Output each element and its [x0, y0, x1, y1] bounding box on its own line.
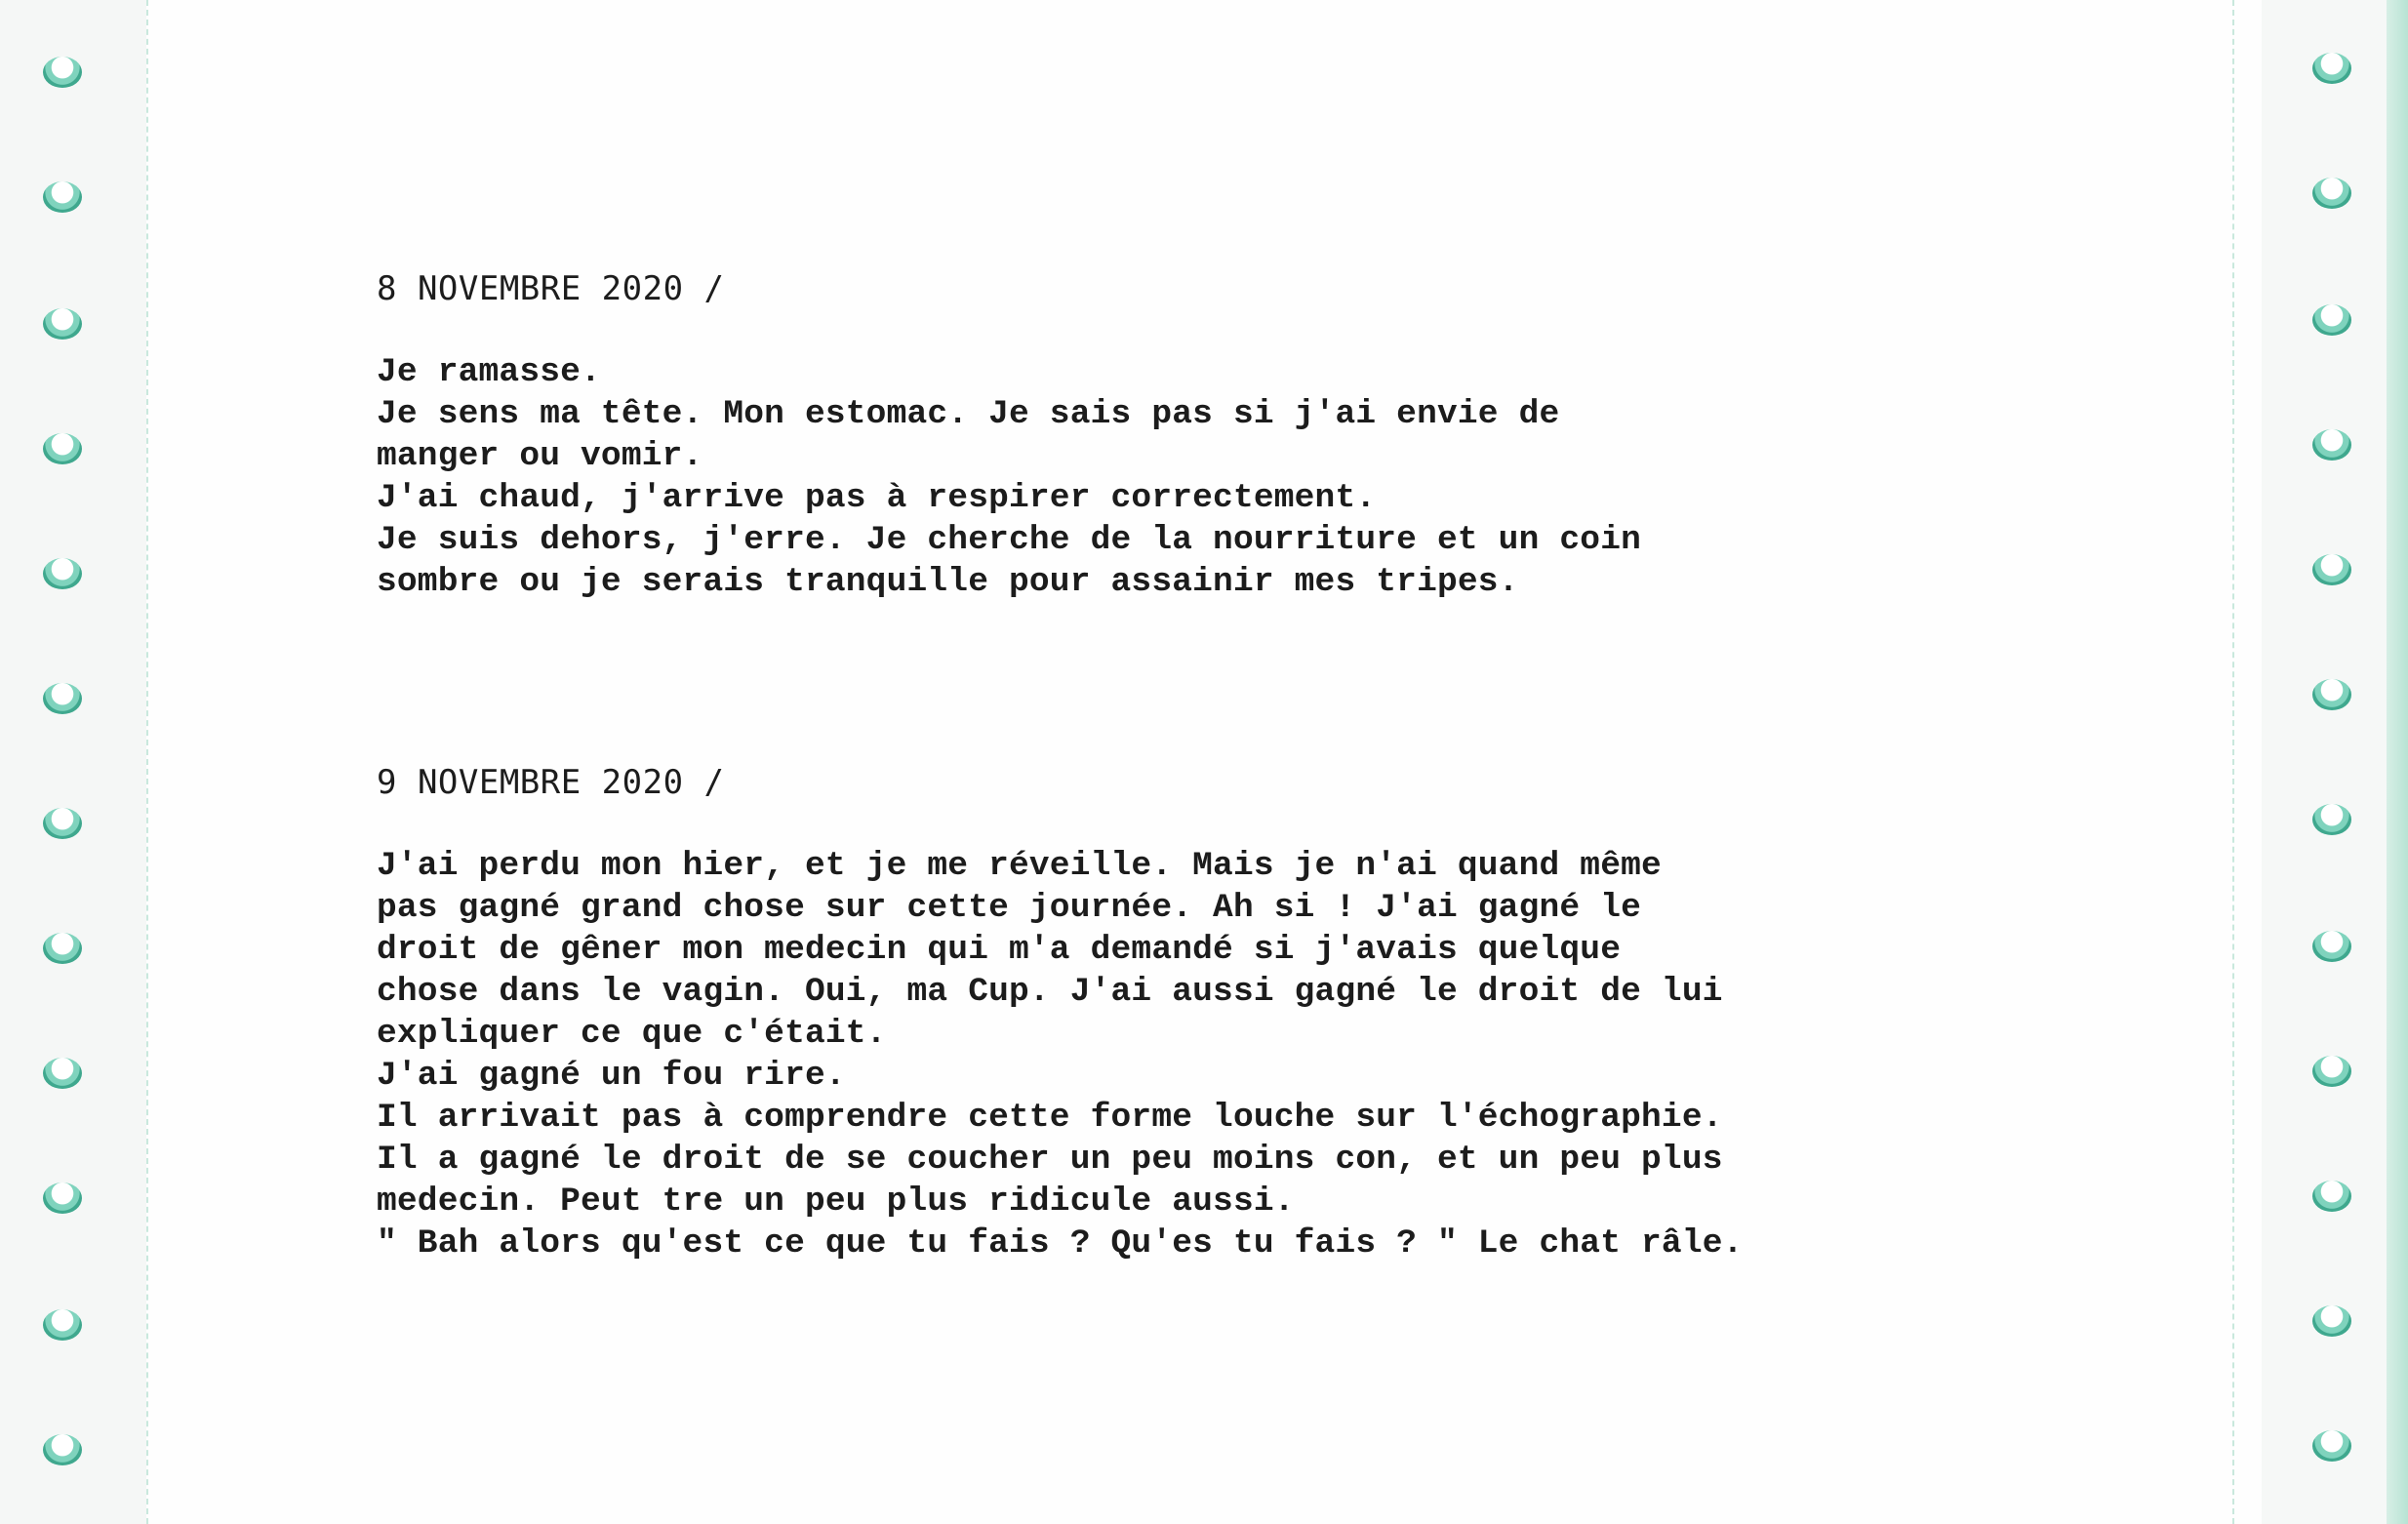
diary-content: [377, 263, 1801, 1264]
feed-hole: [43, 1309, 82, 1341]
feed-hole: [43, 933, 82, 964]
paper-feed-mark: [21, 1122, 103, 1149]
feed-hole: [2312, 554, 2351, 585]
feed-hole: [2312, 1305, 2351, 1337]
feed-hole: [43, 1183, 82, 1214]
left-perforation-line: [146, 0, 148, 1524]
feed-hole: [2312, 1056, 2351, 1087]
diary-entry: [377, 263, 1801, 603]
right-perforation-line: [2232, 0, 2234, 1524]
text-line: droit de gêner mon medecin qui m'a demandé si j'avais quelque: [377, 931, 1622, 969]
right-feed-holes: [2262, 0, 2408, 1524]
feed-hole: [2312, 1430, 2351, 1462]
text-line: " Bah alors qu'est ce que tu fais ? Qu'es tu fais ? " Le chat râle.: [377, 1224, 1744, 1263]
feed-hole: [43, 808, 82, 839]
feed-hole: [2312, 304, 2351, 336]
text-line: Je ramasse.: [377, 353, 601, 391]
feed-hole: [2312, 804, 2351, 835]
feed-hole: [43, 558, 82, 589]
text-line: J'ai perdu mon hier, et je me réveille. Mais je n'ai quand même: [377, 847, 1662, 885]
text-line: J'ai chaud, j'arrive pas à respirer correctement.: [377, 479, 1377, 517]
paper-feed-mark: [21, 125, 103, 152]
entry-date: 9 NOVEMBRE 2020 /: [377, 763, 725, 802]
feed-hole: [2312, 679, 2351, 710]
feed-hole: [2312, 1181, 2351, 1212]
feed-hole: [43, 1434, 82, 1465]
diary-entry: [377, 757, 1801, 1264]
feed-hole: [43, 181, 82, 213]
feed-hole: [43, 683, 82, 714]
text-line: Je sens ma tête. Mon estomac. Je sais pas si j'ai envie de: [377, 395, 1560, 433]
entry-date: 8 NOVEMBRE 2020 /: [377, 269, 725, 308]
feed-hole: [2312, 53, 2351, 84]
text-line: sombre ou je serais tranquille pour assainir mes tripes.: [377, 563, 1519, 601]
feed-hole: [2312, 429, 2351, 461]
feed-hole: [2312, 931, 2351, 962]
entry-text: [377, 351, 1801, 603]
text-line: Il a gagné le droit de se coucher un peu moins con, et un peu plus: [377, 1141, 1723, 1179]
text-line: chose dans le vagin. Oui, ma Cup. J'ai aussi gagné le droit de lui: [377, 973, 1723, 1011]
feed-hole: [43, 1058, 82, 1089]
text-line: Je suis dehors, j'erre. Je cherche de la nourriture et un coin: [377, 521, 1642, 559]
feed-hole: [43, 308, 82, 340]
text-line: Il arrivait pas à comprendre cette forme louche sur l'échographie.: [377, 1099, 1723, 1137]
left-feed-holes: [0, 0, 146, 1524]
text-line: medecin. Peut tre un peu plus ridicule aussi.: [377, 1183, 1295, 1221]
feed-hole: [2312, 178, 2351, 209]
feed-hole: [43, 433, 82, 464]
paper-feed-mark: [21, 621, 103, 648]
text-line: pas gagné grand chose sur cette journée. Ah si ! J'ai gagné le: [377, 889, 1642, 927]
feed-hole: [43, 57, 82, 88]
text-line: manger ou vomir.: [377, 437, 703, 475]
entry-text: [377, 845, 1801, 1264]
text-line: J'ai gagné un fou rire.: [377, 1057, 846, 1095]
text-line: expliquer ce que c'était.: [377, 1015, 887, 1053]
